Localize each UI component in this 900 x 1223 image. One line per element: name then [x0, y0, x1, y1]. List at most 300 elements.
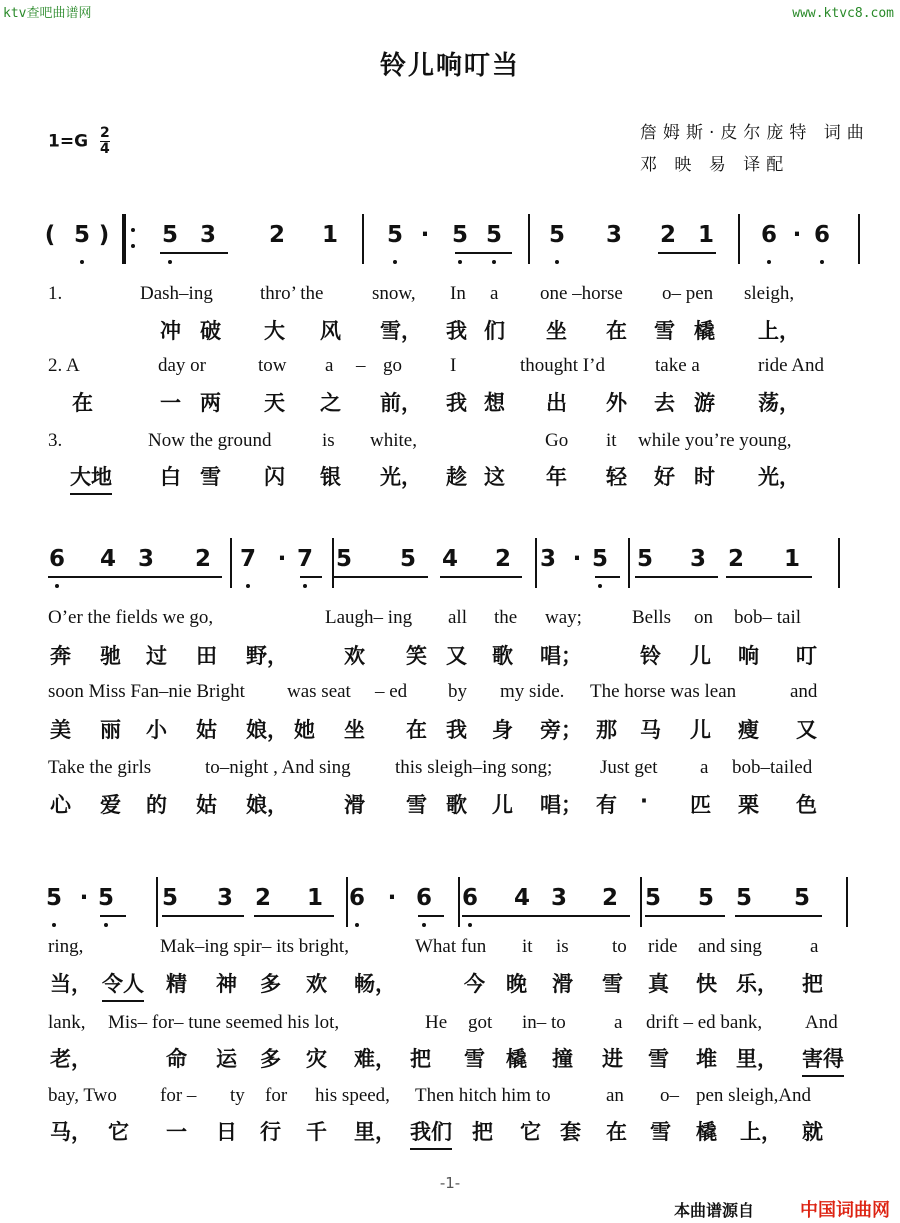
note: 5	[697, 885, 714, 911]
lyric-english: soon Miss Fan–nie Bright	[48, 681, 245, 702]
underline-beam	[300, 576, 322, 578]
lyric-chinese: 雪	[602, 972, 623, 996]
note: 5	[644, 885, 661, 911]
octave-dot-below	[422, 923, 426, 927]
lyric-chinese: 过	[146, 644, 167, 668]
note: 2	[268, 222, 285, 248]
lyric-chinese: 唱；	[540, 644, 582, 668]
note: )	[98, 222, 110, 248]
lyric-english: on	[694, 607, 713, 628]
lyric-chinese: 它	[520, 1120, 541, 1144]
note: 5	[161, 885, 178, 911]
lyric-english: take a	[655, 355, 700, 376]
octave-dot-below	[52, 923, 56, 927]
lyric-chinese: 神	[216, 972, 237, 996]
lyric-chinese: 前，	[380, 391, 422, 415]
lyric-chinese: 两	[200, 391, 221, 415]
lyric-chinese: 那	[596, 718, 617, 742]
lyric-chinese: 破	[200, 319, 221, 343]
note: 4	[441, 546, 458, 572]
note: 5	[636, 546, 653, 572]
underline-beam	[48, 576, 222, 578]
lyric-chinese: 瘦	[738, 718, 759, 742]
lyric-chinese: 畅，	[354, 972, 396, 996]
lyric-chinese: 这	[484, 465, 505, 489]
lyric-chinese: 我	[446, 718, 467, 742]
lyric-chinese: 我	[446, 319, 467, 343]
lyric-chinese: 歌	[492, 644, 513, 668]
lyric-chinese: 在	[406, 718, 427, 742]
lyric-english: a	[810, 936, 819, 957]
time-sig-bottom: 4	[99, 141, 110, 157]
lyric-chinese: 田	[196, 644, 217, 668]
note: 3	[689, 546, 706, 572]
lyric-chinese: 难，	[354, 1047, 396, 1071]
bar-line	[156, 877, 158, 927]
note: ·	[420, 222, 430, 248]
lyric-chinese: 唱；	[540, 793, 582, 817]
lyric-english: for	[265, 1085, 288, 1106]
lyric-chinese: 游	[694, 391, 715, 415]
lyric-chinese: 爱	[100, 793, 121, 817]
lyric-chinese: 光，	[758, 465, 800, 489]
underline-beam	[595, 576, 620, 578]
lyric-chinese: 雪	[464, 1047, 485, 1071]
note: 5	[591, 546, 608, 572]
lyric-english: ride	[648, 936, 678, 957]
note: 6	[348, 885, 365, 911]
lyric-english: by	[448, 681, 467, 702]
note: 1	[321, 222, 338, 248]
lyric-english: for –	[160, 1085, 197, 1106]
lyric-chinese: 出	[546, 391, 567, 415]
note: 5	[451, 222, 468, 248]
lyric-chinese: 多	[260, 1047, 281, 1071]
lyric-chinese: 娘，	[246, 793, 288, 817]
lyric-english: a	[490, 283, 499, 304]
lyric-chinese: 上，	[758, 319, 800, 343]
note: 5	[335, 546, 352, 572]
lyric-english: and sing	[698, 936, 762, 957]
note: 5	[793, 885, 810, 911]
lyric-chinese: 雪	[406, 793, 427, 817]
lyric-chinese: 它	[108, 1120, 129, 1144]
lyric-chinese: 大	[264, 319, 285, 343]
note: 7	[239, 546, 256, 572]
octave-dot-below	[598, 584, 602, 588]
lyric-english: 2. A	[48, 355, 80, 376]
lyric-english: ride And	[758, 355, 824, 376]
note: 6	[760, 222, 777, 248]
lyric-chinese: 运	[216, 1047, 237, 1071]
octave-dot-below	[820, 260, 824, 264]
lyric-english: the	[494, 607, 518, 628]
lyric-chinese: 她	[294, 718, 315, 742]
underline-beam	[735, 915, 822, 917]
lyric-english: one –horse	[540, 283, 623, 304]
octave-dot-below	[246, 584, 250, 588]
lyric-english: 1.	[48, 283, 63, 304]
lyric-chinese: 之	[320, 391, 341, 415]
bar-line	[738, 214, 740, 264]
lyric-chinese: 响	[738, 644, 759, 668]
lyric-chinese: 坐	[546, 319, 567, 343]
lyric-chinese: 欢	[306, 972, 327, 996]
lyric-chinese: 雪	[648, 1047, 669, 1071]
underline-beam	[658, 252, 716, 254]
underline-beam	[455, 252, 512, 254]
lyric-chinese: 千	[306, 1120, 327, 1144]
lyric-english: way;	[545, 607, 582, 628]
lyric-chinese: 栗	[738, 793, 759, 817]
lyric-chinese: 欢	[344, 644, 365, 668]
note: 3	[605, 222, 622, 248]
note: 2	[601, 885, 618, 911]
notation-system-2	[0, 546, 900, 817]
lyric-chinese: 娘，	[246, 718, 288, 742]
lyric-chinese: 奔	[50, 644, 71, 668]
lyric-english: his speed,	[315, 1085, 390, 1106]
note: 5	[548, 222, 565, 248]
octave-dot-below	[303, 584, 307, 588]
note: 6	[48, 546, 65, 572]
lyric-english: In	[450, 283, 466, 304]
lyric-english: go	[383, 355, 402, 376]
lyric-chinese: 白	[160, 465, 181, 489]
lyric-english: it	[522, 936, 533, 957]
octave-dot-below	[555, 260, 559, 264]
note: 1	[783, 546, 800, 572]
lyric-chinese: 套	[560, 1120, 581, 1144]
lyric-chinese: 滑	[552, 972, 573, 996]
lyric-chinese: 时	[694, 465, 715, 489]
bar-line	[640, 877, 642, 927]
underline-beam	[254, 915, 334, 917]
underline-beam	[462, 915, 630, 917]
note: 5	[73, 222, 90, 248]
note: ·	[387, 885, 397, 911]
lyric-english: and	[790, 681, 818, 702]
lyric-chinese: 光，	[380, 465, 422, 489]
lyric-chinese: 乐，	[736, 972, 778, 996]
lyric-chinese: 把	[410, 1047, 431, 1071]
octave-dot-below	[458, 260, 462, 264]
note: 3	[550, 885, 567, 911]
lyric-chinese: 堆	[696, 1047, 717, 1071]
lyric-chinese: 大地	[70, 461, 112, 495]
note: ·	[792, 222, 802, 248]
lyric-chinese: 匹	[690, 793, 711, 817]
lyric-english: an	[606, 1085, 624, 1106]
note: 2	[659, 222, 676, 248]
lyric-english: to	[612, 936, 627, 957]
bar-line	[230, 538, 232, 588]
lyric-chinese: ·	[640, 789, 648, 813]
note: (	[44, 222, 56, 248]
underline-beam	[160, 252, 228, 254]
lyric-chinese: 快	[696, 972, 717, 996]
lyric-chinese: 在	[606, 319, 627, 343]
note: ·	[79, 885, 89, 911]
lyric-chinese: 们	[484, 319, 505, 343]
lyric-chinese: 身	[492, 718, 513, 742]
lyric-chinese: 多	[260, 972, 281, 996]
notation-system-1	[0, 222, 900, 489]
note: ·	[277, 546, 287, 572]
lyric-chinese: 就	[802, 1120, 823, 1144]
footer-site-name: 中国词曲网	[800, 1200, 890, 1221]
lyric-chinese: 把	[802, 972, 823, 996]
note: 3	[539, 546, 556, 572]
lyric-english: while you’re young,	[638, 430, 792, 451]
note: 5	[735, 885, 752, 911]
underline-beam	[334, 576, 428, 578]
lyric-english: got	[468, 1012, 493, 1033]
lyric-chinese: 我	[446, 391, 467, 415]
bar-line	[846, 877, 848, 927]
lyric-chinese: 去	[654, 391, 675, 415]
lyric-chinese: 天	[264, 391, 285, 415]
lyric-english: drift – ed bank,	[646, 1012, 763, 1033]
bar-line	[535, 538, 537, 588]
lyric-english: o–	[660, 1085, 679, 1106]
lyric-chinese: 歌	[446, 793, 467, 817]
watermark-left: ktv查吧曲谱网	[3, 6, 92, 21]
repeat-bar	[122, 214, 126, 264]
underline-beam	[100, 915, 126, 917]
lyric-english: in– to	[522, 1012, 566, 1033]
lyric-english: a	[325, 355, 334, 376]
lyric-chinese: 儿	[690, 718, 711, 742]
key-signature	[48, 126, 110, 157]
underline-beam	[635, 576, 718, 578]
lyric-english: 3.	[48, 430, 63, 451]
credit-composer: 詹姆斯·皮尔庞特 词曲	[640, 123, 870, 143]
lyric-chinese: 日	[216, 1120, 237, 1144]
octave-dot-below	[104, 923, 108, 927]
repeat-dot	[131, 228, 135, 232]
lyric-chinese: 真	[648, 972, 669, 996]
bar-line	[838, 538, 840, 588]
lyric-english: day or	[158, 355, 207, 376]
bar-line	[858, 214, 860, 264]
lyric-chinese: 今	[464, 972, 485, 996]
lyric-chinese: 当，	[50, 972, 92, 996]
underline-beam	[645, 915, 725, 917]
lyric-english: thro’ the	[260, 283, 324, 304]
lyric-english: Then hitch him to	[415, 1085, 551, 1106]
lyric-chinese: 小	[146, 718, 167, 742]
lyric-english: – ed	[375, 681, 408, 702]
lyric-chinese: 滑	[344, 793, 365, 817]
lyric-english: bob–tailed	[732, 757, 813, 778]
note: 6	[415, 885, 432, 911]
lyric-chinese: 美	[50, 718, 71, 742]
lyric-english: o– pen	[662, 283, 714, 304]
octave-dot-below	[55, 584, 59, 588]
lyric-chinese: 的	[146, 793, 167, 817]
note: 4	[99, 546, 116, 572]
notation-system-3	[0, 885, 900, 1144]
lyric-english: Take the girls	[48, 757, 152, 778]
lyric-english: And	[805, 1012, 838, 1033]
note: 4	[513, 885, 530, 911]
lyric-english: snow,	[372, 283, 416, 304]
note: 5	[45, 885, 62, 911]
lyric-chinese: 丽	[100, 718, 121, 742]
lyric-chinese: 我们	[410, 1116, 452, 1150]
note: 2	[727, 546, 744, 572]
octave-dot-below	[80, 260, 84, 264]
lyric-chinese: 橇	[696, 1120, 717, 1144]
bar-line	[346, 877, 348, 927]
lyric-chinese: 撞	[552, 1047, 573, 1071]
lyric-chinese: 旁；	[540, 718, 582, 742]
bar-line	[362, 214, 364, 264]
note: 3	[216, 885, 233, 911]
lyric-chinese: 精	[166, 972, 187, 996]
lyric-chinese: 好	[654, 465, 675, 489]
lyric-english: pen sleigh,And	[696, 1085, 812, 1106]
octave-dot-below	[168, 260, 172, 264]
note: 2	[254, 885, 271, 911]
lyric-chinese: 雪	[200, 465, 221, 489]
lyric-english: I	[450, 355, 457, 376]
note: 3	[137, 546, 154, 572]
note: 1	[697, 222, 714, 248]
lyric-chinese: 叮	[796, 644, 817, 668]
lyric-english: my side.	[500, 681, 565, 702]
lyric-chinese: 里，	[736, 1047, 778, 1071]
lyric-english: Dash–ing	[140, 283, 213, 304]
lyric-english: a	[614, 1012, 623, 1033]
repeat-dot	[131, 244, 135, 248]
lyric-english: –	[356, 355, 366, 376]
bar-line	[628, 538, 630, 588]
lyric-english: Mak–ing spir– its bright,	[160, 936, 349, 957]
lyric-chinese: 灾	[306, 1047, 327, 1071]
lyric-english: is	[322, 430, 335, 451]
lyric-chinese: 马，	[50, 1120, 92, 1144]
bar-line	[528, 214, 530, 264]
note: 2	[194, 546, 211, 572]
lyric-chinese: 儿	[690, 644, 711, 668]
note: 5	[161, 222, 178, 248]
lyric-chinese: 一	[160, 391, 181, 415]
footer-source-label: 本曲谱源自	[674, 1201, 755, 1220]
lyric-english: is	[556, 936, 569, 957]
octave-dot-below	[468, 923, 472, 927]
lyric-english: to–night , And sing	[205, 757, 351, 778]
lyric-english: O’er the fields we go,	[48, 607, 214, 628]
lyric-english: The horse was lean	[590, 681, 737, 702]
lyric-chinese: 命	[166, 1047, 187, 1071]
note: 3	[199, 222, 216, 248]
lyric-english: bay, Two	[48, 1085, 117, 1106]
lyric-chinese: 有	[596, 793, 617, 817]
note: 2	[494, 546, 511, 572]
lyric-chinese: 冲	[160, 319, 181, 343]
lyric-chinese: 令人	[102, 968, 144, 1002]
lyric-chinese: 野，	[246, 644, 288, 668]
lyric-english: Laugh– ing	[325, 607, 413, 628]
lyric-chinese: 坐	[344, 718, 365, 742]
lyric-chinese: 橇	[506, 1047, 527, 1071]
key-label: 1=G	[48, 131, 89, 152]
lyric-english: sleigh,	[744, 283, 795, 304]
lyric-english: Mis– for– tune seemed his lot,	[108, 1012, 340, 1033]
lyric-english: He	[425, 1012, 448, 1033]
lyric-english: ring,	[48, 936, 84, 957]
lyric-chinese: 害得	[802, 1043, 844, 1077]
note: 5	[97, 885, 114, 911]
lyric-chinese: 晚	[506, 972, 527, 996]
lyric-english: was seat	[287, 681, 351, 702]
note: 5	[485, 222, 502, 248]
page-number: -1-	[439, 1174, 461, 1192]
lyric-chinese: 把	[472, 1120, 493, 1144]
watermark-right: www.ktvc8.com	[792, 6, 894, 21]
lyric-chinese: 年	[546, 465, 567, 489]
lyric-english: Go	[545, 430, 569, 451]
lyric-chinese: 在	[606, 1120, 627, 1144]
lyric-chinese: 里，	[354, 1120, 396, 1144]
underline-beam	[726, 576, 812, 578]
lyric-english: Just get	[600, 757, 658, 778]
lyric-chinese: 进	[602, 1047, 623, 1071]
lyric-english: Bells	[632, 607, 672, 628]
octave-dot-below	[492, 260, 496, 264]
note: 7	[296, 546, 313, 572]
lyric-chinese: 姑	[196, 793, 217, 817]
lyric-chinese: 上，	[740, 1120, 782, 1144]
underline-beam	[440, 576, 522, 578]
lyric-english: thought I’d	[520, 355, 605, 376]
lyric-chinese: 轻	[606, 465, 627, 489]
lyric-chinese: 姑	[196, 718, 217, 742]
lyric-english: ty	[230, 1085, 245, 1106]
lyric-english: a	[700, 757, 709, 778]
lyric-chinese: 色	[796, 793, 817, 817]
bar-line	[332, 538, 334, 588]
lyric-chinese: 又	[446, 644, 467, 668]
note: 6	[461, 885, 478, 911]
lyric-chinese: 银	[320, 465, 341, 489]
time-signature	[100, 126, 110, 157]
credit-translator: 邓 映 易 译配	[640, 155, 790, 175]
lyric-chinese: 又	[796, 718, 817, 742]
time-sig-top: 2	[99, 125, 110, 141]
note: ·	[572, 546, 582, 572]
note: 6	[813, 222, 830, 248]
lyric-english: What fun	[415, 936, 487, 957]
lyric-chinese: 雪	[650, 1120, 671, 1144]
lyric-chinese: 铃	[640, 644, 661, 668]
lyric-english: this sleigh–ing song;	[395, 757, 553, 778]
note: 1	[306, 885, 323, 911]
lyric-chinese: 外	[606, 391, 627, 415]
lyric-chinese: 一	[166, 1120, 187, 1144]
lyric-chinese: 荡，	[758, 391, 800, 415]
lyric-english: it	[606, 430, 617, 451]
lyric-english: tow	[258, 355, 287, 376]
lyric-english: white,	[370, 430, 417, 451]
underline-beam	[418, 915, 444, 917]
bar-line	[458, 877, 460, 927]
lyric-english: all	[448, 607, 467, 628]
lyric-chinese: 风	[320, 319, 341, 343]
lyric-chinese: 老，	[50, 1047, 92, 1071]
